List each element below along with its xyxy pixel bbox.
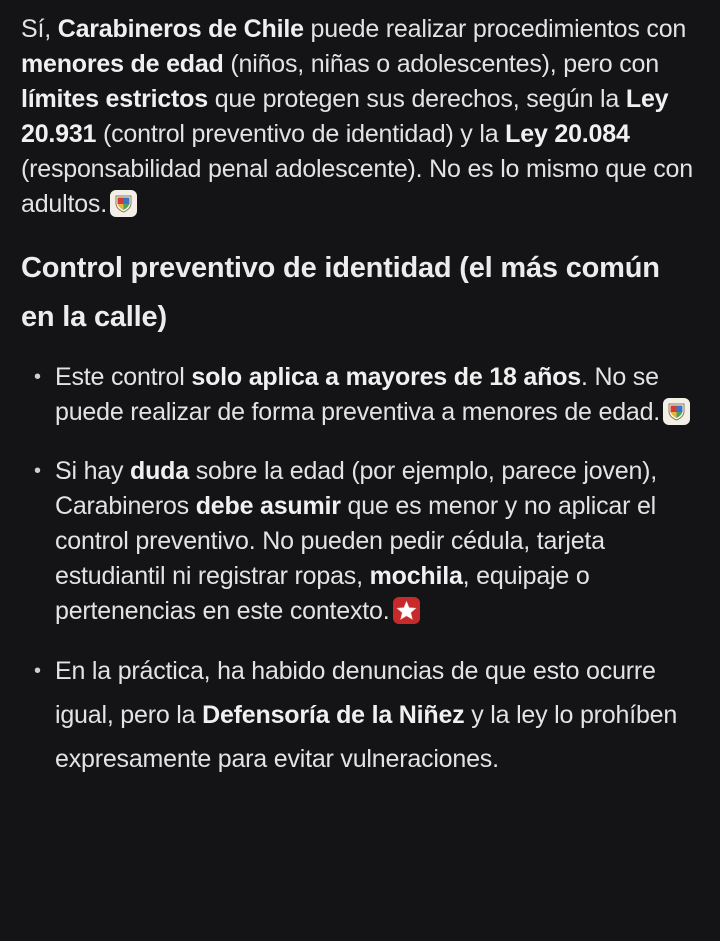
intro-paragraph — [21, 12, 698, 222]
bullet-text: sobre la edad (por ejemplo, parece joven), Carabineros — [55, 457, 658, 520]
intro-text: que protegen sus derechos, según la — [207, 85, 626, 113]
bullet-text: Si hay — [55, 457, 131, 485]
bullet-dot-icon: • — [34, 660, 41, 682]
bullet-dot-icon: • — [34, 366, 41, 388]
intro-text: (niños, niñas o adolescentes), pero con — [223, 50, 659, 78]
shield-icon — [668, 402, 685, 421]
bullet-text: que es menor y no aplicar el control preventivo. No pueden pedir cédula, tarjeta estudiantil ni registrar ropas, — [55, 492, 657, 590]
list-item — [21, 360, 698, 430]
list-item — [21, 649, 698, 781]
intro-text: (control preventivo de identidad) y la — [96, 120, 506, 148]
intro-bold-menores: menores de edad — [21, 50, 224, 78]
star-citation-icon[interactable] — [393, 597, 420, 624]
shield-citation-icon[interactable] — [110, 190, 137, 217]
bullet-dot-icon: • — [34, 460, 41, 482]
bullet-text: . No se puede realizar de forma preventiva a menores de edad. — [55, 363, 661, 426]
intro-bold-limites: límites estrictos — [21, 85, 208, 113]
intro-bold-ley-20931: Ley 20.931 — [21, 85, 669, 148]
list-item — [21, 454, 698, 629]
bullet-text: Este control — [55, 363, 192, 391]
bullet-bold-text: solo aplica a mayores de 18 años — [191, 363, 581, 391]
bullet-text: y la ley lo prohíben expresamente para evitar vulneraciones. — [55, 701, 678, 773]
bullet-bold-text: mochila — [369, 562, 463, 590]
star-icon — [396, 600, 417, 621]
bullet-bold-text: debe asumir — [195, 492, 341, 520]
bullet-text: En la práctica, ha habido denuncias de que esto ocurre igual, pero la — [55, 657, 656, 729]
intro-bold-ley-20084: Ley 20.084 — [505, 120, 630, 148]
intro-text: puede realizar procedimientos con — [303, 15, 687, 43]
intro-bold-carabineros: Carabineros de Chile — [57, 15, 304, 43]
intro-text: Sí, — [21, 15, 58, 43]
bullet-bold-text: Defensoría de la Niñez — [202, 701, 465, 729]
section-heading: Control preventivo de identidad (el más común en la calle) — [21, 252, 660, 333]
intro-text: (responsabilidad penal adolescente). No es lo mismo que con adultos. — [21, 155, 693, 218]
bullet-text: , equipaje o pertenencias en este contexto. — [55, 562, 590, 625]
shield-citation-icon[interactable] — [663, 398, 690, 425]
bullet-list — [21, 360, 698, 781]
shield-icon — [115, 194, 132, 213]
bullet-bold-text: duda — [130, 457, 189, 485]
